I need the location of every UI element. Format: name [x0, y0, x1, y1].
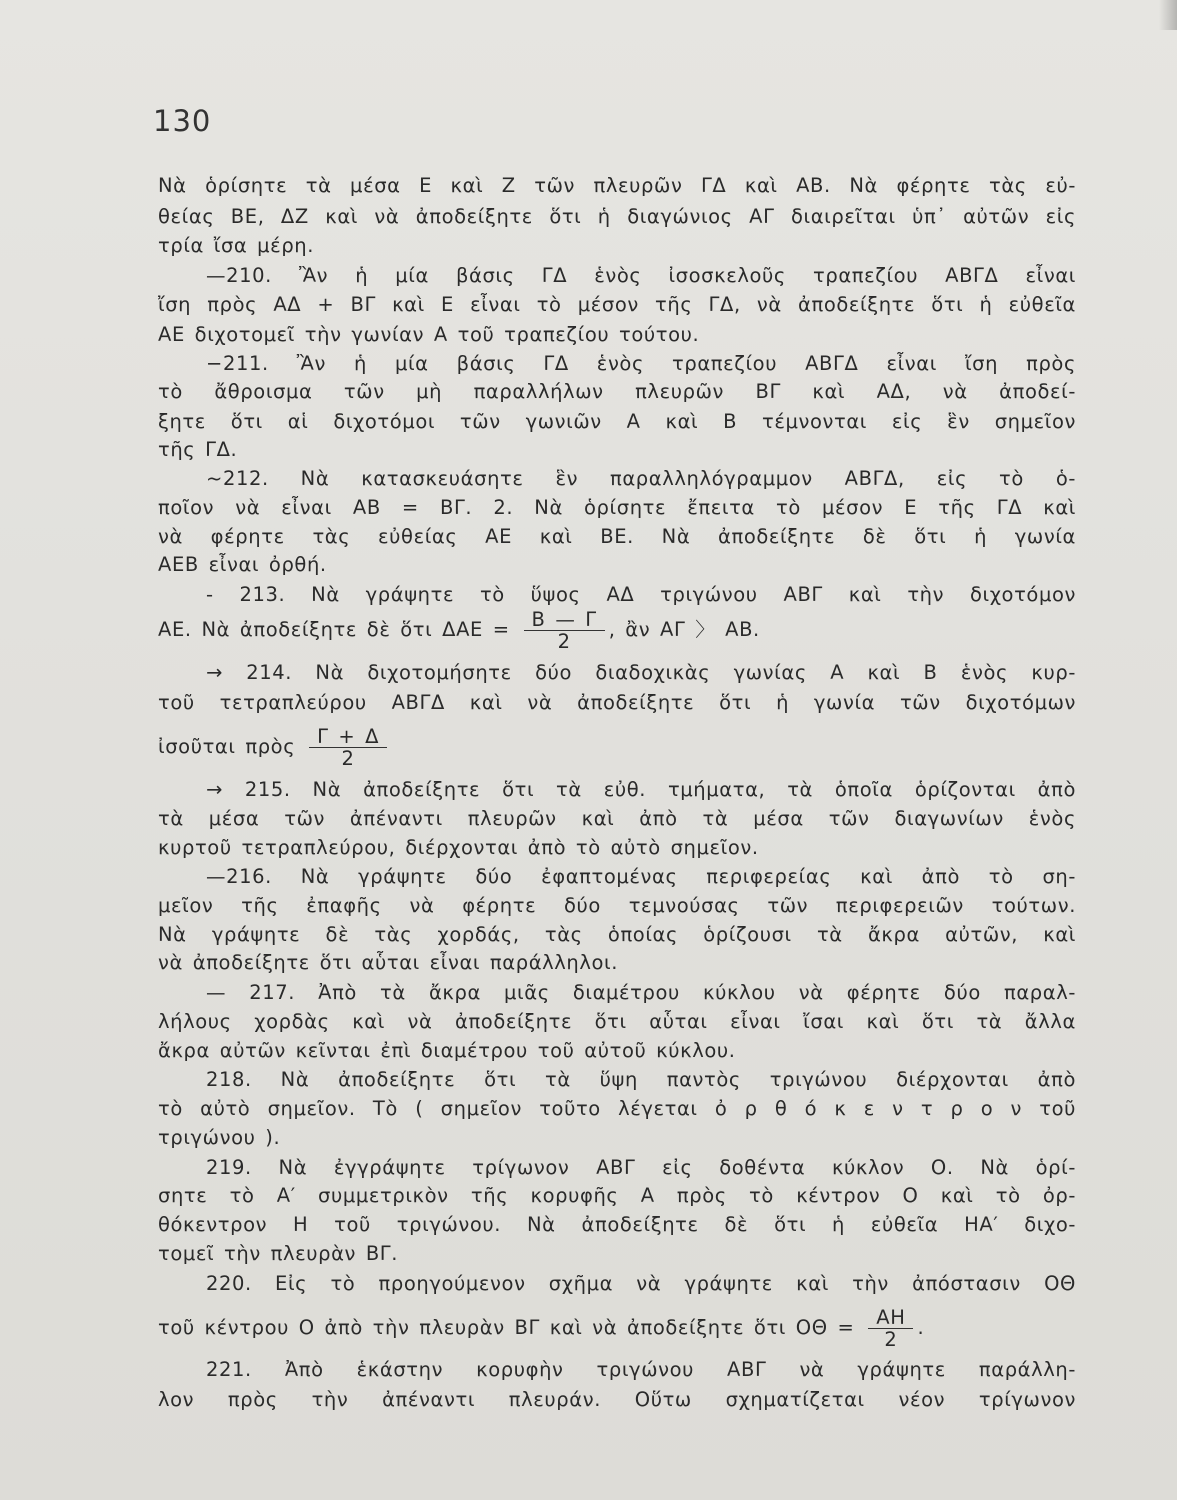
fraction-ah-over-2 [868, 1307, 913, 1351]
text-line: νὰ ἀποδείξητε ὅτι αὗται εἶναι παράλληλοι. [158, 951, 619, 974]
text-line: λήλους χορδὰς καὶ νὰ ἀποδείξητε ὅτι αὗται εἶναι ἴσαι καὶ ὅτι τὰ ἄλλα [158, 1010, 1076, 1033]
fraction-denominator: 2 [884, 1328, 898, 1351]
text-line: θείας ΒΕ, ΔΖ καὶ νὰ ἀποδείξητε ὅτι ἡ διαγώνιος ΑΓ διαιρεῖται ὑπ᾽ αὐτῶν εἰς [158, 205, 1076, 228]
text-line: τρία ἴσα μέρη. [158, 234, 315, 257]
fraction-numerator: Γ + Δ [309, 726, 387, 748]
exercise-211-line: −211. Ἂν ἡ μία βάσις ΓΔ ἑνὸς τραπεζίου ΑΒΓΔ εἶναι ἴση πρὸς [206, 352, 1076, 375]
text-line: Νὰ ὁρίσητε τὰ μέσα Ε καὶ Ζ τῶν πλευρῶν ΓΔ καὶ ΑΒ. Νὰ φέρητε τὰς εὐ- [158, 174, 1076, 197]
text-line: τομεῖ τὴν πλευρὰν ΒΓ. [158, 1242, 399, 1265]
page-corner-shadow [1159, 0, 1177, 30]
fraction-g-plus-d-over-2 [309, 726, 387, 770]
fraction-numerator: Β — Γ [524, 609, 605, 631]
text-line: τὸ ἄθροισμα τῶν μὴ παραλλήλων πλευρῶν ΒΓ καὶ ΑΔ, νὰ ἀποδεί- [158, 380, 1076, 403]
exercise-214-line: → 214. Νὰ διχοτομήσητε δύο διαδοχικὰς γωνίας Α καὶ Β ἑνὸς κυρ- [206, 661, 1076, 684]
equals-sign: = [492, 618, 510, 641]
text-line: λον πρὸς τὴν ἀπέναντι πλευράν. Οὕτω σχηματίζεται νέον τρίγωνον [158, 1388, 1076, 1411]
page-number: 130 [153, 104, 212, 138]
text-span: τοῦ κέντρου Ο ἀπὸ τὴν πλευρὰν ΒΓ καὶ νὰ ἀποδείξητε ὅτι ΟΘ = [158, 1316, 855, 1339]
text-line: ποῖον νὰ εἶναι ΑΒ = ΒΓ. 2. Νὰ ὁρίσητε ἔπειτα τὸ μέσον Ε τῆς ΓΔ καὶ [158, 496, 1076, 519]
text-line: Νὰ γράψητε δὲ τὰς χορδάς, τὰς ὁποίας ὁρίζουσι τὰ ἄκρα αὐτῶν, καὶ [158, 923, 1076, 946]
text-line: ΑΕΒ εἶναι ὀρθή. [158, 553, 327, 576]
text-line: σητε τὸ Α′ συμμετρικὸν τῆς κορυφῆς Α πρὸς τὸ κέντρον Ο καὶ τὸ ὀρ- [158, 1184, 1076, 1207]
text-span: ἰσοῦται πρὸς [158, 735, 296, 758]
text-line: θόκεντρον Η τοῦ τριγώνου. Νὰ ἀποδείξητε δὲ ὅτι ἡ εὐθεῖα ΗΑ′ διχο- [158, 1213, 1076, 1236]
fraction-denominator: 2 [341, 747, 355, 770]
text-span: ΑΕ. Νὰ ἀποδείξητε δὲ ὅτι [158, 618, 433, 641]
exercise-217-line: — 217. Ἀπὸ τὰ ἄκρα μιᾶς διαμέτρου κύκλου νὰ φέρητε δύο παραλ- [206, 981, 1076, 1004]
text-line: νὰ φέρητε τὰς εὐθείας ΑΕ καὶ ΒΕ. Νὰ ἀποδείξητε δὲ ὅτι ἡ γωνία [158, 525, 1076, 548]
text-line: ΑΕ διχοτομεῖ τὴν γωνίαν Α τοῦ τραπεζίου τούτου. [158, 323, 700, 346]
text-line: τοῦ τετραπλεύρου ΑΒΓΔ καὶ νὰ ἀποδείξητε ὅτι ἡ γωνία τῶν διχοτόμων [158, 691, 1076, 714]
text-line: τὸ αὐτὸ σημεῖον. Τὸ ( σημεῖον τοῦτο λέγεται ὀ ρ θ ό κ ε ν τ ρ ο ν τοῦ [158, 1097, 1076, 1120]
text-line: τὰ μέσα τῶν ἀπέναντι πλευρῶν καὶ ἀπὸ τὰ μέσα τῶν διαγωνίων ἑνὸς [158, 807, 1076, 830]
exercise-213-line: - 213. Νὰ γράψητε τὸ ὕψος ΑΔ τριγώνου ΑΒΓ καὶ τὴν διχοτόμον [206, 583, 1076, 606]
text-line-with-fraction [158, 715, 1076, 779]
exercise-210-line: —210. Ἂν ἡ μία βάσις ΓΔ ἑνὸς ἰσοσκελοῦς τραπεζίου ΑΒΓΔ εἶναι [206, 264, 1076, 287]
exercise-212-line: ~212. Νὰ κατασκευάσητε ἓν παραλληλόγραμμον ΑΒΓΔ, εἰς τὸ ὁ- [206, 467, 1076, 490]
exercise-220-line: 220. Εἰς τὸ προηγούμενον σχῆμα νὰ γράψητε καὶ τὴν ἀπόστασιν ΟΘ [206, 1272, 1076, 1295]
fraction-b-minus-g-over-2 [524, 609, 605, 653]
exercise-219-line: 219. Νὰ ἐγγράψητε τρίγωνον ΑΒΓ εἰς δοθέντα κύκλον Ο. Νὰ ὁρί- [206, 1156, 1076, 1179]
exercise-218-line: 218. Νὰ ἀποδείξητε ὅτι τὰ ὕψη παντὸς τριγώνου διέρχονται ἀπὸ [206, 1068, 1076, 1091]
fraction-numerator: ΑΗ [868, 1307, 913, 1329]
text-line: τριγώνου ). [158, 1126, 281, 1149]
text-line: μεῖον τῆς ἐπαφῆς νὰ φέρητε δύο τεμνούσας τῶν περιφερειῶν τούτων. [158, 894, 1076, 917]
text-line: ἴση πρὸς ΑΔ + ΒΓ καὶ Ε εἶναι τὸ μέσον τῆς ΓΔ, νὰ ἀποδείξητε ὅτι ἡ εὐθεῖα [158, 293, 1076, 316]
text-line-with-fraction [158, 598, 1076, 662]
text-line: τῆς ΓΔ. [158, 438, 238, 461]
fraction-denominator: 2 [557, 630, 571, 653]
exercise-216-line: —216. Νὰ γράψητε δύο ἐφαπτομένας περιφερείας καὶ ἀπὸ τὸ ση- [206, 865, 1076, 888]
text-line-with-fraction [158, 1296, 1076, 1360]
text-line: ξητε ὅτι αἱ διχοτόμοι τῶν γωνιῶν Α καὶ Β τέμνονται εἰς ἓν σημεῖον [158, 410, 1076, 433]
text-line: ἄκρα αὐτῶν κεῖνται ἐπὶ διαμέτρου τοῦ αὐτοῦ κύκλου. [158, 1039, 736, 1062]
text-span: , ἂν ΑΓ 〉 ΑΒ. [608, 618, 760, 641]
text-span: . [917, 1316, 925, 1339]
text-line: κυρτοῦ τετραπλεύρου, διέρχονται ἀπὸ τὸ αὐτὸ σημεῖον. [158, 836, 759, 859]
exercise-221-line: 221. Ἀπὸ ἑκάστην κορυφὴν τριγώνου ΑΒΓ νὰ γράψητε παράλλη- [206, 1358, 1076, 1381]
exercise-215-line: → 215. Νὰ ἀποδείξητε ὅτι τὰ εὐθ. τμήματα, τὰ ὁποῖα ὁρίζονται ἀπὸ [206, 778, 1076, 801]
angle-notation: ΔΑΕ [442, 598, 483, 662]
